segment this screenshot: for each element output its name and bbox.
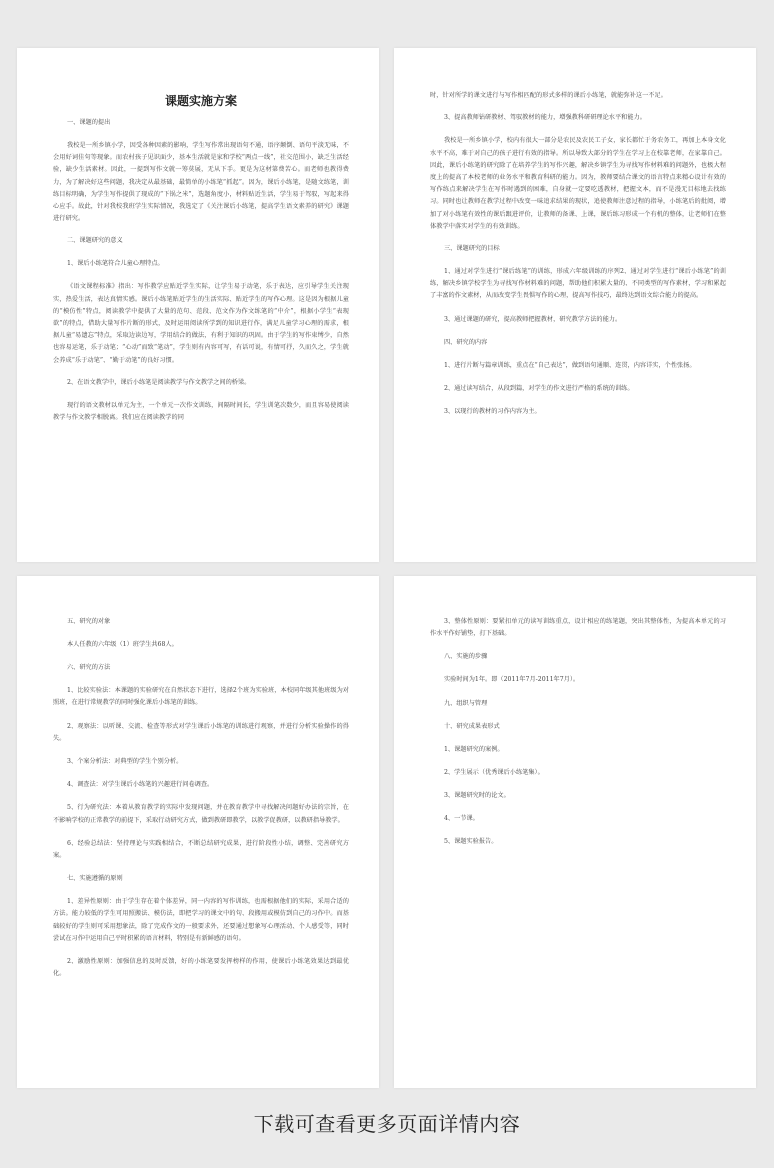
document-page-4 <box>394 576 756 1088</box>
list-item: 6、经验总结法：坚持理论与实践相结合，不断总结研究成果，进行阶段性小结，调整、完善研究方案。 <box>53 839 349 860</box>
list-item: 本人任教的六年级（1）班学生共68人。 <box>67 641 178 648</box>
section-heading: 五、研究的对象 <box>67 618 111 625</box>
list-item: 5、行为研究法：本着从教育教学的实际中发现问题，并在教育教学中寻找解决问题好办法的宗旨，在不影响学校的正常教学的前提下，采取行动研究方式，做到教研即教学，以教学促教研，以教研指导教学。 <box>53 804 349 824</box>
subsection-heading: 1、课后小练笔符合儿童心理特点。 <box>67 260 164 268</box>
list-item: 3、以现行的教材的习作内容为主。 <box>444 408 541 416</box>
subsection-heading: 2、在语文教学中，课后小练笔是阅读教学与作文教学之间的桥梁。 <box>67 378 251 386</box>
list-item: 3、整体性原则：要紧扣单元的读写训练重点，设计相应的练笔题，突出其整体性，为提高本单元的习作水平作好铺垫，打下基础。 <box>430 618 726 638</box>
section-heading: 九、组织与管理 <box>444 699 488 707</box>
list-item: 3、个案分析法：对典型的学生个别分析。 <box>67 758 183 766</box>
list-item: 2、通过读写结合，从段到篇，对学生的作文进行严格的系统的训练。 <box>444 385 634 393</box>
list-item: 2、观察法：以听课、交流、检查等形式对学生课后小练笔的训练进行观察，并进行分析实验操作的得失。 <box>53 722 349 742</box>
list-item: 2、学生展示（优秀课后小练笔集）。 <box>444 768 544 776</box>
section-heading: 一、课题的提出 <box>67 119 111 126</box>
paragraph: 《语文课程标准》指出：写作教学应贴近学生实际，让学生易于动笔，乐于表达，应引导学生关注现实，热爱生活，表达真情实感。课后小练笔贴近学生的生活实际、贴近学生的写作心理。这是因为根据儿童的“模仿性”特点，阅读教学中提供了大量的范句、范段、范文作为作文练笔的“中介”，根据小学生“表现欲”的特点，借助大量写作片断的形式，及时运用阅读所学到的知识进行作，满足儿童学习心理的需求，根据儿童“易遗忘”特点，采取边读边写，学用结合的做法，有利于知识的巩固。由于学生的写作束缚少，自然也容易运笔，乐于动笔；“心动”而致“笔动”，学生则有内容可写，有话可说，有情可抒，久而久之，学生就会养成“乐于动笔”、“勤于动笔”的良好习惯。 <box>53 283 349 364</box>
list-item: 4、调查法：对学生课后小练笔的兴趣进行问卷调查。 <box>67 781 214 789</box>
list-item: 3、课题研究时的论文。 <box>444 792 510 800</box>
paragraph: 时，针对所学的课文进行与写作相匹配的形式多样的课后小练笔，就能弥补这一不足。 <box>430 92 668 99</box>
list-item: 1、差异性原则：由于学生存在着个体差异，同一内容的写作训练，也需根据他们的实际，采用合适的方法。能力较低的学生可用照搬法、模仿法，即把学习的课文中的句、段搬用或模仿到自己的习作中。而基础较好的学生则可采用想象法，除了完成作文的一般要求外，还要通过想象写心理活动、个人感受等，同时尝试在习作中运用自己平时积累的语言材料，特别是有新鲜感的语句。 <box>53 898 349 942</box>
paragraph: 现行的语文教材以单元为主，一个单元一次作文训练，间隔时间长，学生训笔次数少，而且容易使阅读教学与作文教学相脱离。我们应在阅读教学的同 <box>53 401 349 422</box>
list-item: 1、比较实验法：本课题的实验研究在自然状态下进行，选择2个班为实验班，本校同年级其他班级为对照班，在进行常规教学的同时强化课后小练笔的训练。 <box>53 687 349 707</box>
section-heading: 三、课题研究的目标 <box>444 245 500 253</box>
list-item: 1、课题研究的案例。 <box>444 745 504 753</box>
list-item: 5、课题实验报告。 <box>444 838 498 846</box>
list-item: 1、进行片断与篇章训练，重点在“自己表达”，做到语句通顺、连贯，内容详实，个性张扬。 <box>444 361 696 369</box>
document-page-2 <box>394 48 756 562</box>
section-heading: 八、实施的步骤 <box>444 653 488 661</box>
list-item: 1、通过对学生进行“课后练笔”的训练，形成六年级训练的序列2、通过对学生进行“课后小练笔”的训练，解决乡镇学校学生为寻找写作材料难的问题，帮助他们积累大量的、不同类型的写作素材，学习和累起了丰富的作文素材，从而改变学生畏惧写作的心理，提高写作技巧，最终达到语文综合能力的提高。 <box>430 268 726 300</box>
document-page-1 <box>17 48 379 562</box>
section-heading: 四、研究的内容 <box>444 338 488 346</box>
document-title: 课题实施方案 <box>164 94 237 108</box>
list-item: 3、提高教师钻研教材、驾驭教材的能力，增强教科研研理论水平和能力。 <box>444 114 646 122</box>
paragraph: 我校是一所乡镇小学，因受各种因素的影响，学生写作常出现语句不通，语序颠倒、语句平淡无味，不会用好词佳句等现象。而农村孩子见识面少，基本生活就是家和学校“两点一线”，社交范围小，缺乏生活经验，缺少生活素材。因此，一提到写作文就一筹莫展，无从下手。更是为这材第费苦心。而老师也教得费力，为了解决好这些问题，我决定从最基础，最简单的小练笔“抓起”。因为，课后小练笔，是随文练笔，训练目标明确，为学生写作提供了现成的“下锅之米”，选题角度小，材料贴近生活，学生易于驾驭，写起来得心应手。故此，针对我校我班学生实际情况，我选定了《关注课后小练笔，提高学生语文素养的研究》课题进行研究。 <box>53 142 349 223</box>
document-page-3 <box>17 576 379 1088</box>
paragraph: 我校是一所乡镇小学，校内有很大一部分是农民及农民工子女，家长都忙于务农务工，再加上本身文化水平不高，难于对自己的孩子进行有效的指导。所以导致大部分的学生在学习上在校靠老师，在家靠自己。因此，课后小练笔的研究除了在培养学生的写作兴趣，解决乡镇学生为寻找写作材料难的问题外，也极大程度上的提高了本校老师的业务水平和教育科研的能力。因为，教师要结合课文的语言特点来精心设计有效的写作练点来解决学生在写作时遇到的困难，自身就一定要吃透教材，把握文本，而不是漫无目标地去找练习。同时也让教师在教学过程中改变一味追求结果的现状，追使教师注意过程的指导，小练笔后的批阅，增加了对小练笔有效性的课后跟进评价，让教师的备课、上课，课后练习形成一个有机的整体，让老师们在整体教学中落实对学生的有效训练。 <box>430 137 726 230</box>
list-item: 4、一节课。 <box>444 815 479 823</box>
list-item: 实验时间为1年。即（2011年7月-2011年7月）。 <box>444 676 580 684</box>
download-more-caption[interactable]: 下载可查看更多页面详情内容 <box>253 1112 521 1136</box>
section-heading: 十、研究成果表形式 <box>444 722 500 730</box>
section-heading: 二、课题研究的意义 <box>67 237 123 245</box>
section-heading: 六、研究的方法 <box>67 664 111 672</box>
section-heading: 七、实施遵循的原则 <box>67 875 123 883</box>
list-item: 3、通过课题的研究，提高教师把握教材，研究教学方法的能力。 <box>444 315 622 323</box>
list-item: 2、激励性原则：加强信息的及时反馈，好的小练笔要发挥榜样的作用，使课后小练笔效果达到最优化。 <box>53 958 349 978</box>
